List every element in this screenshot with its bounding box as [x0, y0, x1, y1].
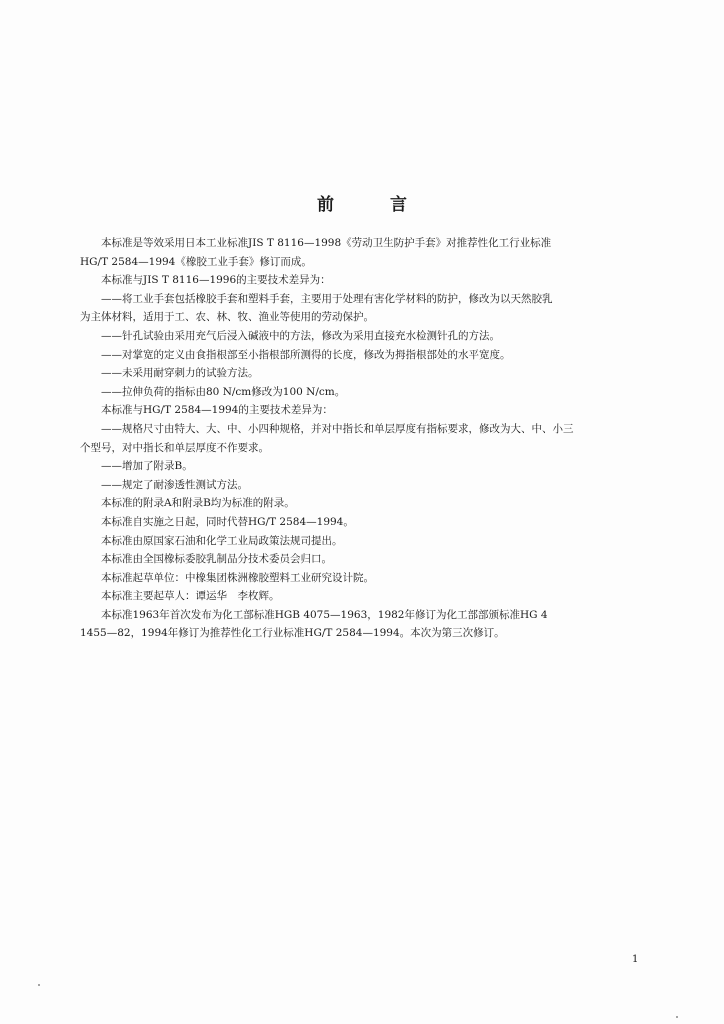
- paragraph-line: ——针孔试验由采用充气后浸入碱液中的方法，修改为采用直接充水检测针孔的方法。: [101, 329, 500, 342]
- scan-speck: [38, 984, 40, 986]
- paragraph-line: 本标准的附录A和附录B均为标准的附录。: [101, 497, 295, 510]
- paragraph-line: 本标准是等效采用日本工业标准JIS T 8116—1998《劳动卫生防护手套》对推荐性化工行业标准: [101, 237, 552, 249]
- paragraph-line: 本标准由全国橡标委胶乳制品分技术委员会归口。: [101, 553, 332, 566]
- paragraph-line: ——增加了附录B。: [101, 460, 193, 473]
- paragraph-line: HG/T 2584—1994《橡胶工业手套》修订而成。: [80, 255, 312, 268]
- paragraph-line: 1455—82，1994年修订为推荐性化工行业标准HG/T 2584—1994。本次为第三次修订。: [80, 627, 505, 640]
- paragraph-line: 本标准与HG/T 2584—1994的主要技术差异为：: [101, 404, 333, 417]
- paragraph-line: ——拉伸负荷的指标由80 N/cm修改为100 N/cm。: [101, 385, 346, 398]
- paragraph-line: ——对掌宽的定义由食指根部至小指根部所测得的长度，修改为拇指根部处的水平宽度。: [101, 348, 511, 361]
- paragraph-line: 为主体材料，适用于工、农、林、牧、渔业等使用的劳动保护。: [80, 311, 374, 324]
- page-title: 前言: [317, 195, 463, 215]
- page-number: 1: [632, 954, 639, 965]
- foreword-body: [80, 234, 646, 643]
- paragraph-line: 本标准与JIS T 8116—1996的主要技术差异为：: [101, 274, 331, 287]
- paragraph-line: 本标准主要起草人：谭运华 李枚辉。: [101, 590, 280, 603]
- paragraph-line: 本标准起草单位：中橡集团株洲橡胶塑料工业研究设计院。: [101, 571, 374, 584]
- paragraph-line: 个型号，对中指长和单层厚度不作要求。: [80, 441, 269, 454]
- paragraph-line: ——将工业手套包括橡胶手套和塑料手套，主要用于处理有害化学材料的防护，修改为以天然胶乳: [101, 292, 553, 305]
- paragraph-line: ——未采用耐穿刺力的试验方法。: [101, 367, 259, 380]
- paragraph-line: 本标准1963年首次发布为化工部标准HGB 4075—1963，1982年修订为化工部部颁标准HG 4: [101, 608, 548, 621]
- paragraph-line: ——规定了耐渗透性测试方法。: [101, 478, 248, 491]
- paragraph-line: 本标准由原国家石油和化学工业局政策法规司提出。: [101, 534, 343, 547]
- paragraph-line: 本标准自实施之日起，同时代替HG/T 2584—1994。: [101, 515, 354, 528]
- scan-speck: [676, 1016, 678, 1018]
- paragraph-line: ——规格尺寸由特大、大、中、小四种规格，并对中指长和单层厚度有指标要求，修改为大、中、小三: [101, 422, 574, 435]
